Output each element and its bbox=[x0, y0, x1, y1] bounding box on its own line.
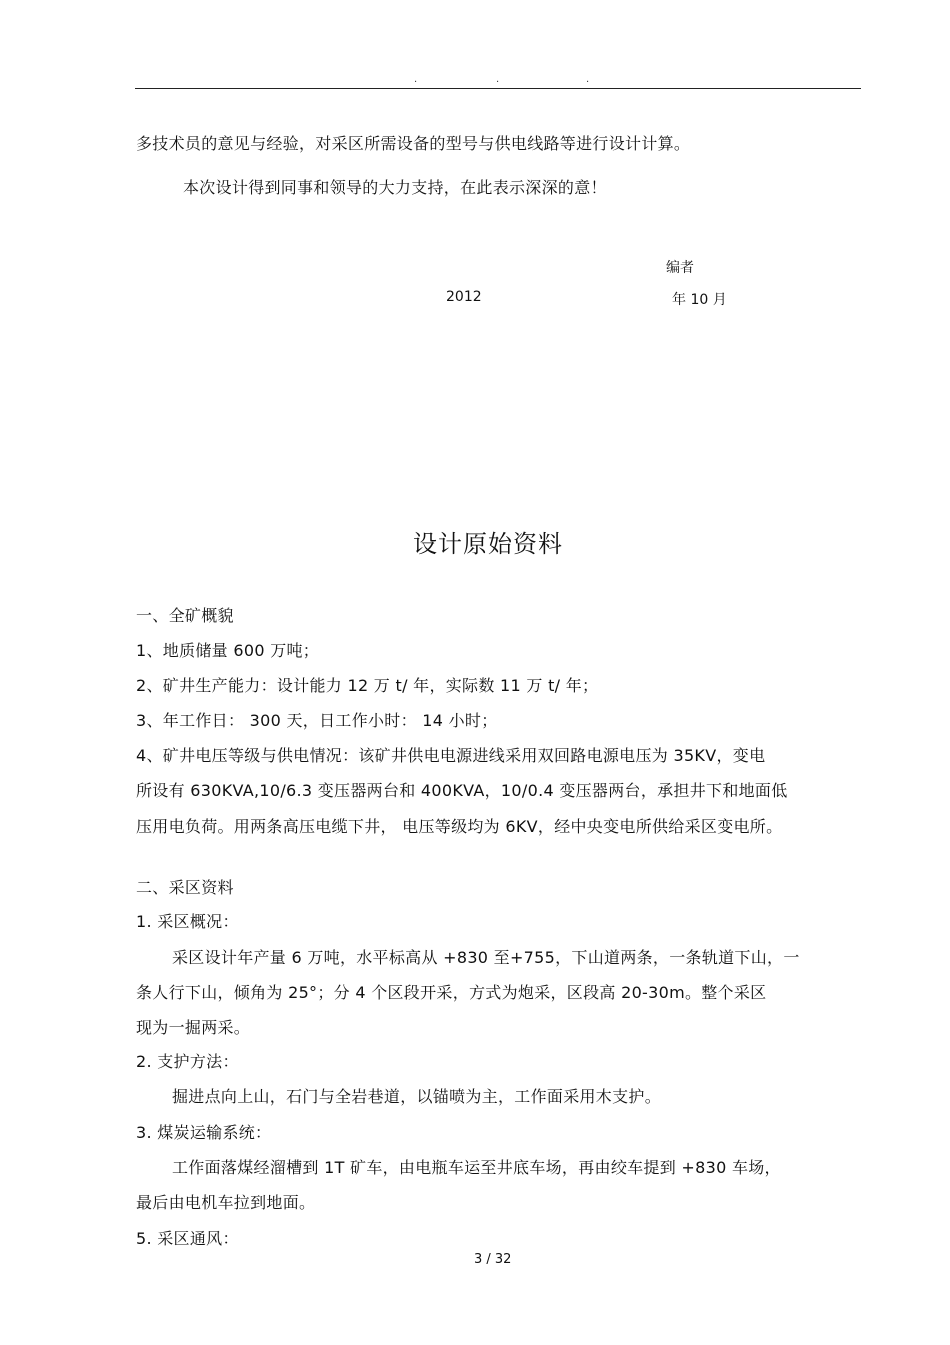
signature-author: 编者 bbox=[666, 260, 694, 276]
signature-date: 年 10 月 bbox=[672, 292, 727, 308]
part1-item-cont: 所设有 630KVA,10/6.3 变压器两台和 400KVA，10/0.4 变压器两台，承担井下和地面低 bbox=[136, 781, 788, 800]
part2-subheading: 3. 煤炭运输系统： bbox=[136, 1123, 272, 1142]
part2-paragraph: 现为一掘两采。 bbox=[136, 1018, 251, 1037]
intro-line-2: 本次设计得到同事和领导的大力支持，在此表示深深的意！ bbox=[183, 178, 607, 197]
intro-line-1: 多技术员的意见与经验，对采区所需设备的型号与供电线路等进行设计计算。 bbox=[136, 134, 691, 153]
part1-item-cont: 压用电负荷。用两条高压电缆下井， 电压等级均为 6KV，经中央变电所供给采区变电所。 bbox=[136, 817, 783, 836]
header-rule bbox=[135, 88, 861, 89]
section-title: 设计原始资料 bbox=[413, 530, 563, 558]
header-dot: . bbox=[586, 74, 590, 85]
part2-subheading: 1. 采区概况： bbox=[136, 912, 239, 931]
part1-item: 3、年工作日： 300 天，日工作小时： 14 小时； bbox=[136, 711, 498, 730]
part1-item: 1、地质储量 600 万吨； bbox=[136, 641, 320, 660]
header-dot: . bbox=[496, 74, 500, 85]
header-dot: . bbox=[414, 74, 418, 85]
part2-paragraph: 采区设计年产量 6 万吨，水平标高从 +830 至+755，下山道两条，一条轨道下山，一 bbox=[172, 948, 800, 967]
page-number: 3 / 32 bbox=[474, 1252, 512, 1267]
part2-subheading: 2. 支护方法： bbox=[136, 1052, 239, 1071]
part1-heading: 一、全矿概貌 bbox=[136, 606, 234, 625]
part2-heading: 二、采区资料 bbox=[136, 878, 234, 897]
part1-item: 2、矿井生产能力：设计能力 12 万 t/ 年，实际数 11 万 t/ 年； bbox=[136, 676, 599, 695]
part2-paragraph: 条人行下山，倾角为 25°；分 4 个区段开采，方式为炮采，区段高 20-30m。整个采区 bbox=[136, 983, 767, 1002]
part2-paragraph: 工作面落煤经溜槽到 1T 矿车，由电瓶车运至井底车场，再由绞车提到 +830 车场， bbox=[172, 1158, 781, 1177]
part1-item: 4、矿井电压等级与供电情况：该矿井供电电源进线采用双回路电源电压为 35KV，变电 bbox=[136, 746, 766, 765]
signature-year: 2012 bbox=[446, 289, 482, 305]
part2-paragraph: 掘进点向上山，石门与全岩巷道，以锚喷为主，工作面采用木支护。 bbox=[172, 1087, 662, 1106]
part2-paragraph: 最后由电机车拉到地面。 bbox=[136, 1193, 316, 1212]
part2-subheading: 5. 采区通风： bbox=[136, 1229, 239, 1248]
